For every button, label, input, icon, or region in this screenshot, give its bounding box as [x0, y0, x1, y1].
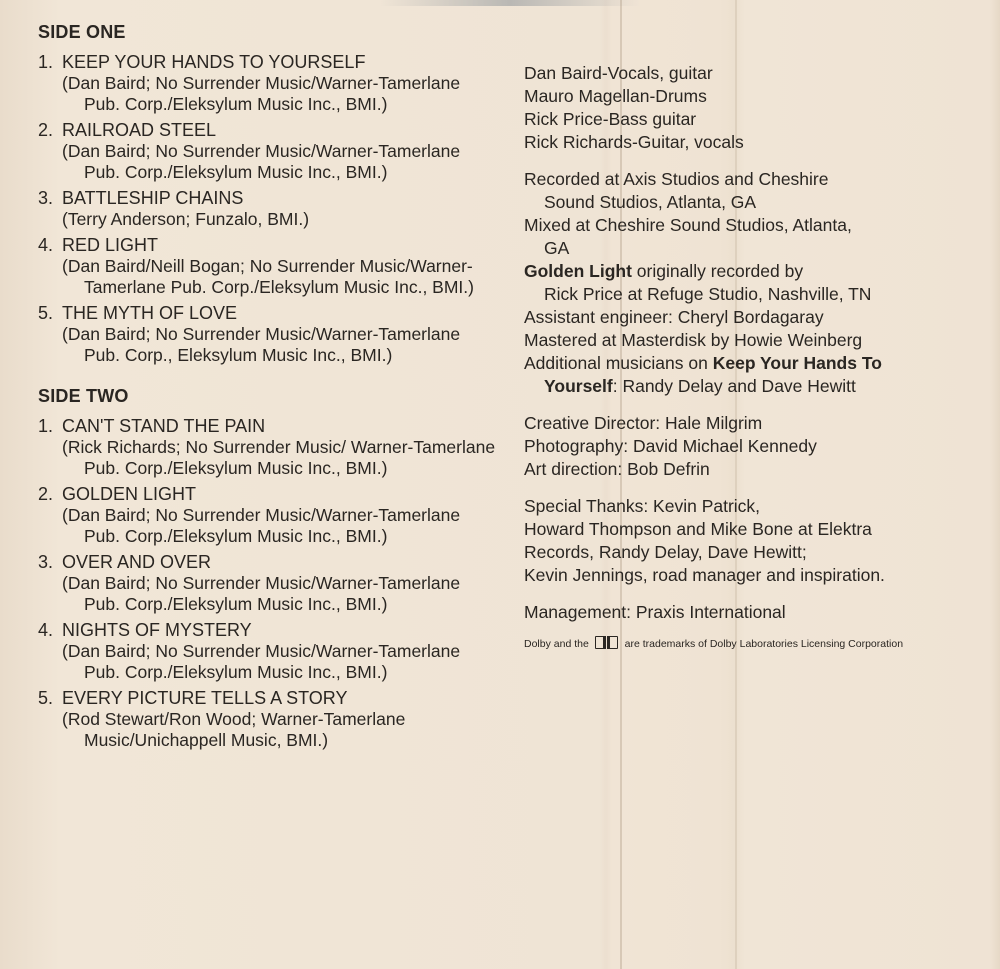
cassette-edge [380, 0, 640, 6]
golden-light-title: Golden Light [524, 261, 632, 281]
track-item [38, 51, 498, 115]
track-item [38, 415, 498, 479]
track-title [38, 687, 498, 709]
track-name: THE MYTH OF LOVE [62, 303, 238, 323]
thanks-line: Kevin Jennings, road manager and inspiration. [524, 565, 885, 585]
mixed-line: Mixed at Cheshire Sound Studios, Atlanta, [524, 215, 852, 235]
track-number: 4. [38, 235, 54, 255]
track-number: 5. [38, 303, 54, 323]
track-credit: (Rod Stewart/Ron Wood; Warner-Tamerlane Music/Unichappell Music, BMI.) [62, 709, 406, 750]
track-number: 3. [38, 188, 54, 208]
track-name: BATTLESHIP CHAINS [62, 188, 244, 208]
track-credit: (Dan Baird; No Surrender Music/Warner-Tamerlane Pub. Corp., Eleksylum Music Inc., BMI.) [62, 324, 461, 365]
personnel-line: Rick Price-Bass guitar [524, 109, 697, 129]
track-title [38, 234, 498, 256]
track-credit-block [38, 573, 498, 615]
track-number: 3. [38, 552, 54, 572]
track-number: 1. [38, 416, 54, 436]
side-one-tracks [38, 51, 498, 366]
thanks-line: Howard Thompson and Mike Bone at Elektra [524, 519, 872, 539]
personnel-line: Mauro Magellan-Drums [524, 86, 707, 106]
side-two-heading: SIDE TWO [38, 386, 129, 406]
recorded-line: Recorded at Axis Studios and Cheshire [524, 169, 829, 189]
assistant-engineer-line: Assistant engineer: Cheryl Bordagaray [524, 307, 824, 327]
recording-block [524, 168, 964, 398]
track-credit-block [38, 324, 498, 366]
track-number: 5. [38, 688, 54, 708]
dolby-trademark [524, 636, 964, 651]
creative-line: Art direction: Bob Defrin [524, 459, 710, 479]
track-item [38, 483, 498, 547]
track-credit: (Dan Baird; No Surrender Music/Warner-Tamerlane Pub. Corp./Eleksylum Music Inc., BMI.) [62, 573, 461, 614]
track-title [38, 551, 498, 573]
thanks-block [524, 495, 964, 587]
track-name: KEEP YOUR HANDS TO YOURSELF [62, 52, 366, 72]
track-title [38, 51, 498, 73]
track-item [38, 619, 498, 683]
additional-song-title: Keep Your Hands To [712, 353, 882, 373]
track-item [38, 119, 498, 183]
additional-text: Additional musicians on [524, 353, 713, 373]
track-credit-block [38, 505, 498, 547]
dolby-text-post: are trademarks of Dolby Laboratories Licensing Corporation [624, 638, 904, 650]
golden-light-line-cont: Rick Price at Refuge Studio, Nashville, TN [544, 284, 872, 304]
track-title [38, 415, 498, 437]
personnel-line: Rick Richards-Guitar, vocals [524, 132, 744, 152]
track-name: RED LIGHT [62, 235, 159, 255]
mastered-line: Mastered at Masterdisk by Howie Weinberg [524, 330, 863, 350]
tracklist [38, 22, 498, 755]
recorded-line-cont: Sound Studios, Atlanta, GA [544, 192, 757, 212]
track-credit: (Dan Baird; No Surrender Music/Warner-Tamerlane Pub. Corp./Eleksylum Music Inc., BMI.) [62, 505, 461, 546]
track-title [38, 619, 498, 641]
track-title [38, 187, 498, 209]
additional-musicians-line [524, 352, 964, 375]
thanks-line: Records, Randy Delay, Dave Hewitt; [524, 542, 807, 562]
management-line: Management: Praxis International [524, 602, 786, 622]
creative-block [524, 412, 964, 481]
additional-musicians-line-cont [524, 375, 964, 398]
additional-song-title-cont: Yourself [544, 376, 613, 396]
track-item [38, 187, 498, 230]
track-name: EVERY PICTURE TELLS A STORY [62, 688, 348, 708]
track-credit: (Dan Baird; No Surrender Music/Warner-Tamerlane Pub. Corp./Eleksylum Music Inc., BMI.) [62, 73, 461, 114]
creative-line: Creative Director: Hale Milgrim [524, 413, 763, 433]
track-item [38, 687, 498, 751]
dolby-double-d-icon [595, 636, 619, 651]
track-credit-block [38, 209, 498, 230]
personnel-block [524, 62, 964, 154]
track-credit: (Dan Baird; No Surrender Music/Warner-Tamerlane Pub. Corp./Eleksylum Music Inc., BMI.) [62, 641, 461, 682]
side-one-heading: SIDE ONE [38, 22, 126, 42]
track-name: CAN'T STAND THE PAIN [62, 416, 266, 436]
track-credit-block [38, 437, 498, 479]
track-item [38, 551, 498, 615]
track-credit-block [38, 641, 498, 683]
track-name: NIGHTS OF MYSTERY [62, 620, 252, 640]
mixed-line-cont: GA [544, 238, 570, 258]
track-name: RAILROAD STEEL [62, 120, 217, 140]
track-name: GOLDEN LIGHT [62, 484, 197, 504]
track-title [38, 302, 498, 324]
track-credit-block [38, 141, 498, 183]
track-name: OVER AND OVER [62, 552, 212, 572]
track-credit: (Dan Baird; No Surrender Music/Warner-Tamerlane Pub. Corp./Eleksylum Music Inc., BMI.) [62, 141, 461, 182]
track-number: 2. [38, 484, 54, 504]
dolby-text-pre: Dolby and the [524, 638, 589, 650]
track-title [38, 119, 498, 141]
personnel-line: Dan Baird-Vocals, guitar [524, 63, 713, 83]
track-credit: (Dan Baird/Neill Bogan; No Surrender Music/Warner-Tamerlane Pub. Corp./Eleksylum Music Inc., BMI.) [62, 256, 474, 297]
track-credit-block [38, 73, 498, 115]
track-number: 1. [38, 52, 54, 72]
additional-names: : Randy Delay and Dave Hewitt [612, 376, 856, 396]
thanks-line: Special Thanks: Kevin Patrick, [524, 496, 761, 516]
management-block [524, 601, 964, 624]
track-item [38, 234, 498, 298]
golden-light-text: originally recorded by [631, 261, 804, 281]
track-credit: (Terry Anderson; Funzalo, BMI.) [62, 209, 310, 229]
track-item [38, 302, 498, 366]
track-number: 2. [38, 120, 54, 140]
golden-light-line [524, 260, 964, 283]
track-credit-block [38, 709, 498, 751]
track-credit: (Rick Richards; No Surrender Music/ Warner-Tamerlane Pub. Corp./Eleksylum Music Inc., BMI.) [62, 437, 496, 478]
track-number: 4. [38, 620, 54, 640]
track-title [38, 483, 498, 505]
creative-line: Photography: David Michael Kennedy [524, 436, 817, 456]
credits [524, 62, 964, 651]
side-two-tracks [38, 415, 498, 751]
track-credit-block [38, 256, 498, 298]
